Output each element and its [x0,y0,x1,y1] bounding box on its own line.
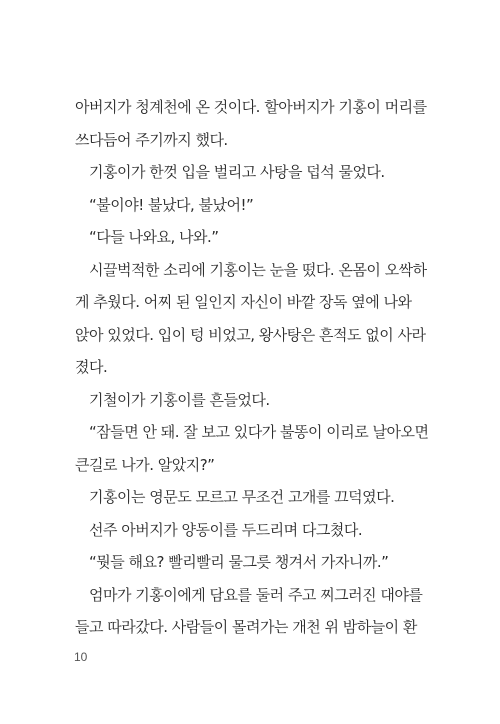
text-line: 아버지가 청계천에 온 것이다. 할아버지가 기홍이 머리를 [75,98,427,116]
text-line: 들고 따라갔다. 사람들이 몰려가는 개천 위 밤하늘이 환 [75,618,417,636]
text-line: “다들 나와요, 나와.” [89,228,219,246]
text-line: 기홍이는 영문도 모르고 무조건 고개를 끄덕였다. [89,488,395,506]
page-number: 10 [74,650,88,664]
text-line: 선주 아버지가 양동이를 두드리며 다그쳤다. [89,520,363,539]
text-line: 큰길로 나가. 알았지?” [75,455,215,474]
text-line: 앉아 있었다. 입이 텅 비었고, 왕사탕은 흔적도 없이 사라 [75,325,426,344]
text-line: “잠들면 안 돼. 잘 보고 있다가 불똥이 이리로 날아오면 [89,423,429,441]
text-line: 게 추웠다. 어찌 된 일인지 자신이 바깥 장독 옆에 나와 [75,293,412,311]
text-line: 기철이가 기홍이를 흔들었다. [89,390,270,409]
text-line: 졌다. [75,358,108,376]
text-line: 기홍이가 한껏 입을 벌리고 사탕을 덥석 물었다. [89,163,385,181]
text-line: 엄마가 기홍이에게 담요를 둘러 주고 찌그러진 대야를 [89,585,423,604]
text-line: 쓰다듬어 주기까지 했다. [75,130,228,149]
body-text [75,91,430,644]
text-line: 시끌벅적한 소리에 기홍이는 눈을 떴다. 온몸이 오싹하 [89,260,427,279]
text-line: “불이야! 불났다, 불났어!” [89,195,254,214]
text-line: “뭣들 해요? 빨리빨리 물그릇 챙겨서 가자니까.” [89,553,389,571]
